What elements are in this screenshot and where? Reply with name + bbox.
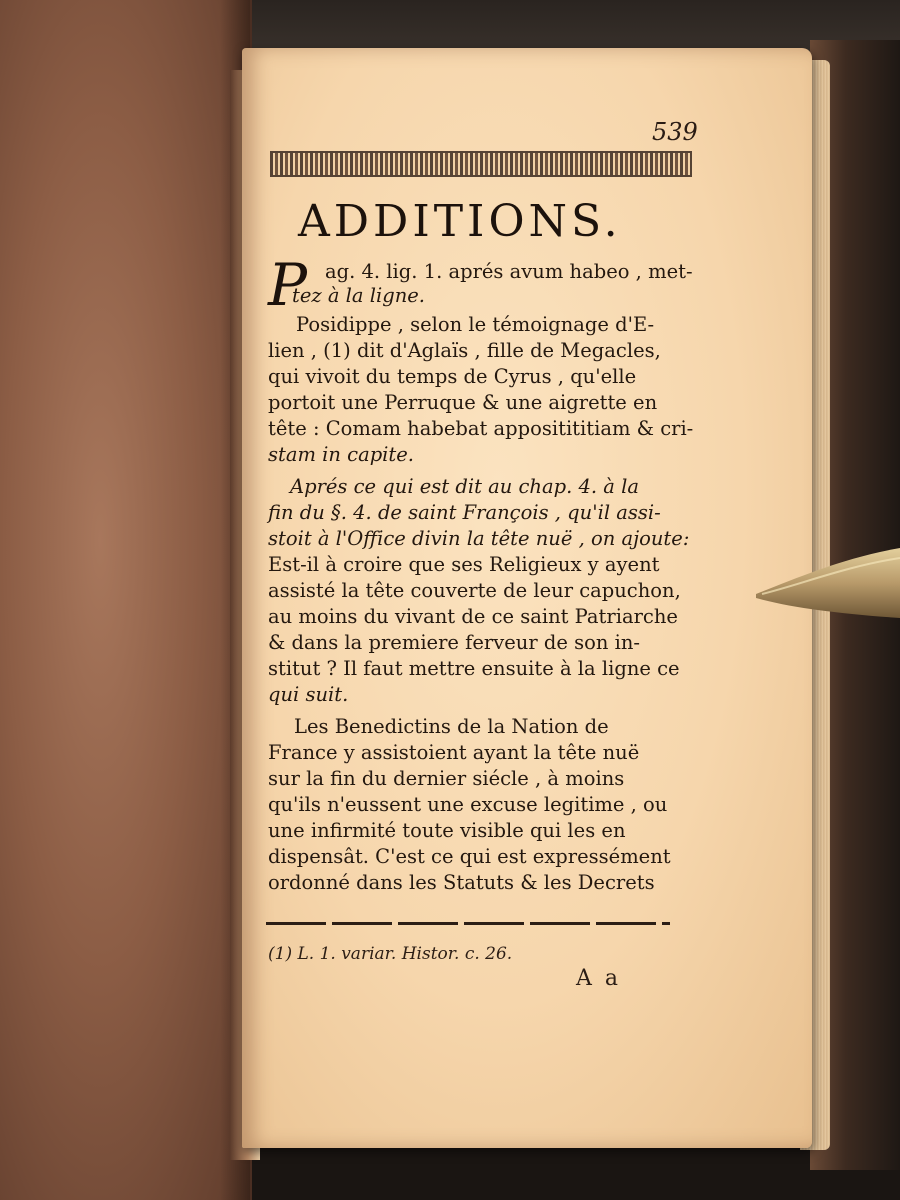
text-line: Est-il à croire que ses Religieux y ayent — [268, 553, 660, 576]
text-line: ordonné dans les Statuts & les Decrets — [268, 871, 655, 894]
text-line: qui vivoit du temps de Cyrus , qu'elle — [268, 365, 637, 388]
footnote-rule — [266, 922, 670, 925]
signature-mark: A a — [576, 966, 621, 991]
text-line: stoit à l'Office divin la tête nuë , on ajoute: — [268, 527, 690, 550]
text-line: une infirmité toute visible qui les en — [268, 819, 626, 842]
text-line: sur la fin du dernier siécle , à moins — [268, 767, 625, 790]
text-line: stam in capite. — [268, 443, 414, 466]
page-number: 539 — [652, 118, 698, 146]
text-line: Posidippe , selon le témoignage d'E- — [296, 313, 655, 336]
text-line: assisté la tête couverte de leur capuchon, — [268, 579, 681, 602]
text-line: portoit une Perruque & une aigrette en — [268, 391, 658, 414]
intro-line-1: ag. 4. lig. 1. aprés avum habeo , met- — [325, 260, 693, 283]
text-line: Les Benedictins de la Nation de — [294, 715, 609, 738]
text-line: dispensât. C'est ce qui est expressément — [268, 845, 671, 868]
brass-page-pointer-icon — [752, 548, 900, 618]
intro-line-2: tez à la ligne. — [292, 284, 425, 307]
text-line: au moins du vivant de ce saint Patriarche — [268, 605, 678, 628]
text-line: qui suit. — [268, 683, 349, 706]
text-line: & dans la premiere ferveur de son in- — [268, 631, 640, 654]
footnote: (1) L. 1. variar. Histor. c. 26. — [268, 944, 513, 964]
text-line: Aprés ce qui est dit au chap. 4. à la — [290, 475, 639, 498]
decorative-border — [270, 151, 692, 177]
text-line: lien , (1) dit d'Aglaïs , fille de Megacles, — [268, 339, 661, 362]
text-line: stitut ? Il faut mettre ensuite à la ligne ce — [268, 657, 680, 680]
drop-capital: P — [268, 251, 308, 319]
text-line: tête : Comam habebat appositititiam & cri- — [268, 417, 694, 440]
text-line: France y assistoient ayant la tête nuë — [268, 741, 640, 764]
page-title: ADDITIONS. — [298, 196, 622, 247]
text-line: fin du §. 4. de saint François , qu'il assi- — [268, 501, 661, 524]
text-line: qu'ils n'eussent une excuse legitime , ou — [268, 793, 668, 816]
left-endpaper — [0, 0, 252, 1200]
